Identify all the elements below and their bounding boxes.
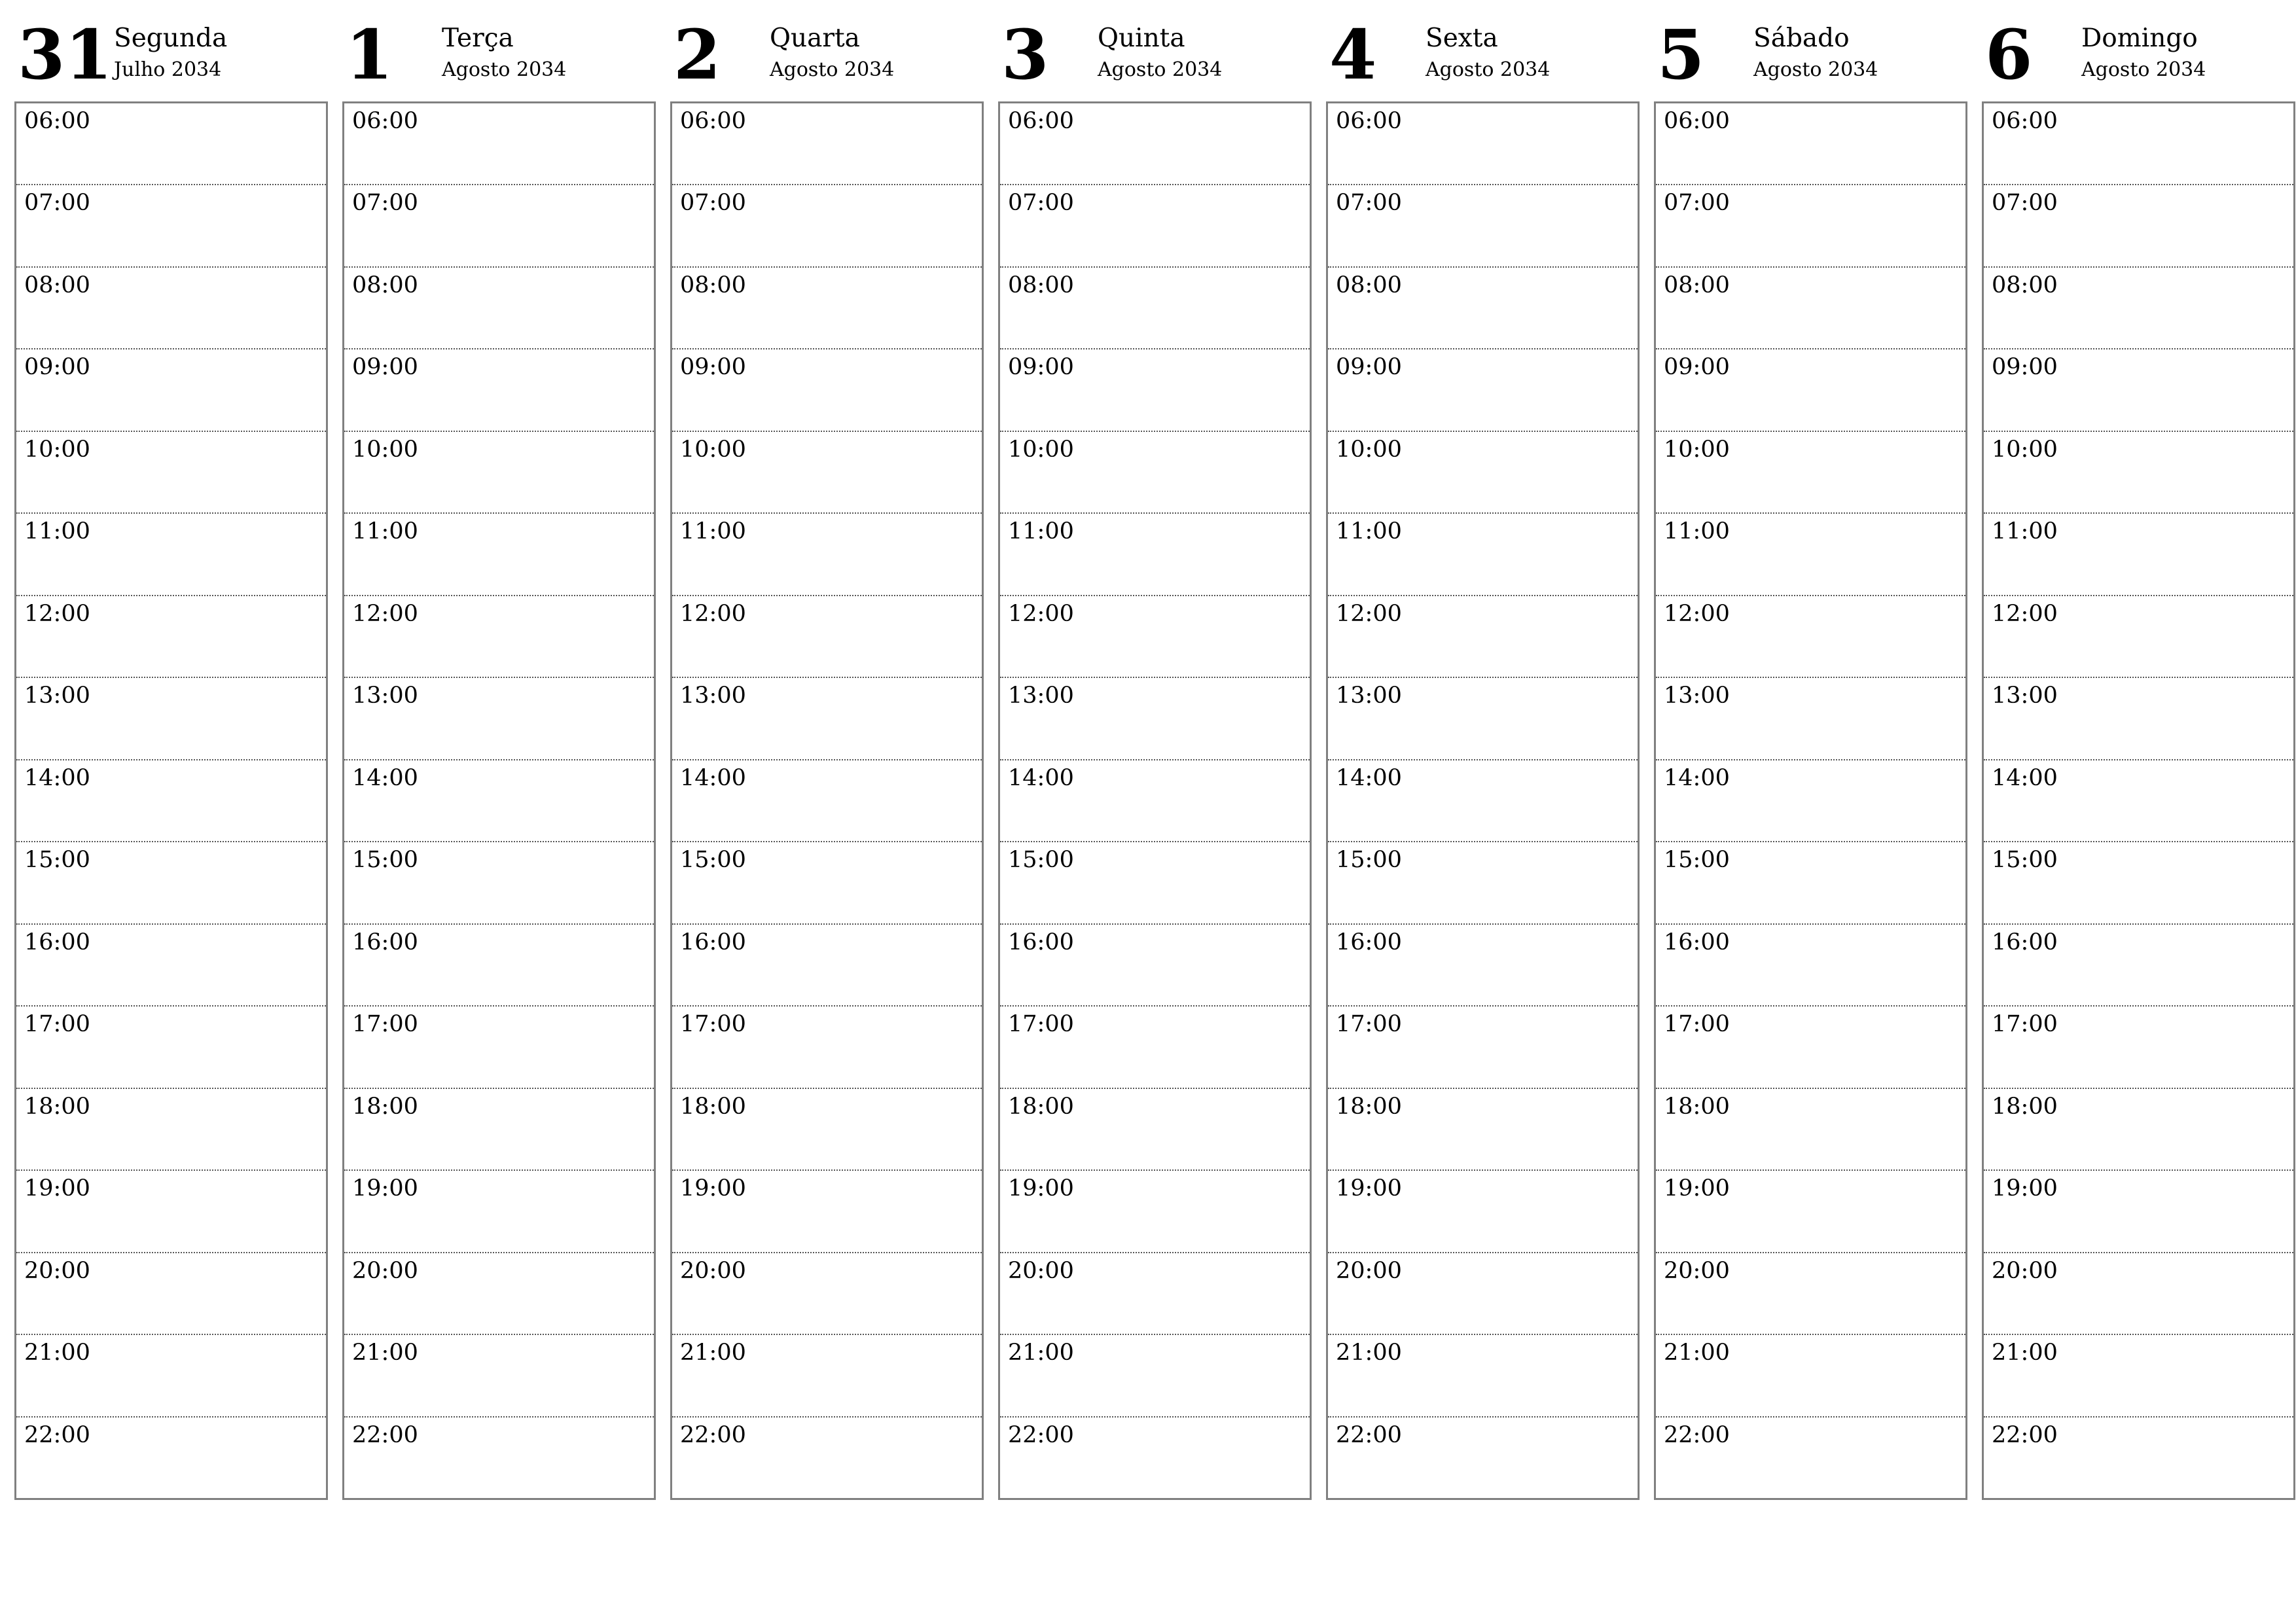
time-slots [1654, 101, 1967, 1500]
time-label: 18:00 [1008, 1093, 1074, 1120]
time-label: 17:00 [1664, 1011, 1730, 1038]
time-label: 07:00 [1008, 190, 1074, 217]
time-label: 10:00 [352, 436, 418, 463]
day-meta [1426, 20, 1550, 82]
time-label: 20:00 [352, 1257, 418, 1284]
time-slot[interactable] [1656, 1335, 1965, 1417]
day-meta [770, 20, 894, 82]
time-label: 15:00 [1008, 847, 1074, 874]
time-label: 21:00 [680, 1340, 746, 1366]
time-label: 16:00 [1008, 929, 1074, 955]
time-label: 20:00 [1336, 1257, 1402, 1284]
time-label: 11:00 [1008, 518, 1074, 545]
time-label: 16:00 [1992, 929, 2058, 955]
time-label: 18:00 [1336, 1093, 1402, 1120]
time-label: 11:00 [1336, 518, 1402, 545]
time-slot[interactable] [1328, 349, 1638, 431]
day-column [670, 14, 984, 1500]
time-label: 09:00 [1008, 354, 1074, 381]
time-slot[interactable] [16, 1335, 326, 1417]
day-month: Agosto 2034 [1426, 58, 1551, 81]
time-slot[interactable] [1984, 842, 2293, 924]
time-slot[interactable] [16, 514, 326, 596]
time-label: 08:00 [1664, 272, 1730, 298]
day-column [1326, 14, 1640, 1500]
time-label: 20:00 [24, 1257, 90, 1284]
time-label: 12:00 [24, 600, 90, 627]
time-label: 14:00 [352, 764, 418, 791]
time-slot[interactable] [1328, 185, 1638, 267]
time-slots [998, 101, 1312, 1500]
time-label: 19:00 [1008, 1175, 1074, 1202]
time-slot[interactable] [1984, 268, 2293, 349]
time-label: 12:00 [680, 600, 746, 627]
time-label: 10:00 [680, 436, 746, 463]
day-meta [442, 20, 566, 82]
day-header [1326, 14, 1640, 101]
time-label: 20:00 [1664, 1257, 1730, 1284]
time-slot[interactable] [16, 678, 326, 760]
time-slot[interactable] [344, 596, 654, 678]
day-number: 2 [673, 14, 721, 95]
day-header [670, 14, 984, 101]
time-label: 18:00 [1992, 1093, 2058, 1120]
day-name: Sábado [1753, 24, 1850, 53]
weekly-planner [14, 14, 2283, 1500]
time-slot[interactable] [1984, 925, 2293, 1007]
time-slot[interactable] [16, 1089, 326, 1171]
time-slot[interactable] [1656, 596, 1965, 678]
time-slot[interactable] [1000, 596, 1310, 678]
time-label: 15:00 [1336, 847, 1402, 874]
time-label: 08:00 [352, 272, 418, 298]
time-slot[interactable] [16, 760, 326, 842]
time-slot[interactable] [344, 925, 654, 1007]
time-label: 22:00 [680, 1421, 746, 1448]
time-label: 16:00 [1336, 929, 1402, 955]
time-slot[interactable] [344, 185, 654, 267]
day-column [1654, 14, 1967, 1500]
day-month: Agosto 2034 [770, 58, 895, 81]
time-slot[interactable] [1000, 925, 1310, 1007]
time-label: 09:00 [24, 354, 90, 381]
time-label: 13:00 [1664, 683, 1730, 709]
time-label: 09:00 [1336, 354, 1402, 381]
day-column [14, 14, 328, 1500]
time-slot[interactable] [1328, 760, 1638, 842]
day-meta [114, 20, 227, 82]
time-slot[interactable] [1000, 760, 1310, 842]
time-label: 17:00 [24, 1011, 90, 1038]
time-label: 13:00 [1336, 683, 1402, 709]
time-label: 13:00 [1008, 683, 1074, 709]
day-number: 5 [1657, 14, 1705, 95]
day-column [342, 14, 656, 1500]
time-label: 07:00 [24, 190, 90, 217]
day-month: Agosto 2034 [2081, 58, 2206, 81]
time-slot[interactable] [16, 1007, 326, 1088]
time-label: 21:00 [24, 1340, 90, 1366]
time-slot[interactable] [1328, 925, 1638, 1007]
time-label: 11:00 [24, 518, 90, 545]
time-slot[interactable] [672, 268, 982, 349]
time-label: 09:00 [1992, 354, 2058, 381]
time-label: 21:00 [1664, 1340, 1730, 1366]
time-slot[interactable] [344, 760, 654, 842]
time-slot[interactable] [16, 925, 326, 1007]
time-label: 17:00 [1992, 1011, 2058, 1038]
day-number: 3 [1001, 14, 1049, 95]
day-month: Agosto 2034 [442, 58, 567, 81]
time-label: 12:00 [1992, 600, 2058, 627]
time-label: 10:00 [1336, 436, 1402, 463]
time-label: 15:00 [1992, 847, 2058, 874]
time-slot[interactable] [672, 1089, 982, 1171]
day-number: 31 [18, 14, 113, 95]
time-label: 19:00 [24, 1175, 90, 1202]
time-slot[interactable] [344, 1335, 654, 1417]
time-label: 19:00 [352, 1175, 418, 1202]
time-slot[interactable] [1328, 268, 1638, 349]
time-label: 18:00 [1664, 1093, 1730, 1120]
time-label: 14:00 [1992, 764, 2058, 791]
time-slot[interactable] [1000, 1253, 1310, 1335]
time-slot[interactable] [344, 1171, 654, 1253]
time-slot[interactable] [16, 1171, 326, 1253]
time-slot[interactable] [1656, 185, 1965, 267]
time-slot[interactable] [1656, 1089, 1965, 1171]
time-label: 12:00 [352, 600, 418, 627]
time-slot[interactable] [1656, 842, 1965, 924]
day-name: Quinta [1098, 24, 1185, 53]
time-label: 09:00 [680, 354, 746, 381]
time-label: 16:00 [680, 929, 746, 955]
time-slot[interactable] [672, 760, 982, 842]
time-label: 15:00 [24, 847, 90, 874]
time-slot[interactable] [344, 432, 654, 514]
time-slots [1326, 101, 1640, 1500]
time-slot[interactable] [1328, 678, 1638, 760]
day-column [1982, 14, 2295, 1500]
time-slot[interactable] [1656, 432, 1965, 514]
time-slot[interactable] [1656, 1007, 1965, 1088]
time-label: 11:00 [1992, 518, 2058, 545]
time-slot[interactable] [672, 842, 982, 924]
time-label: 07:00 [1664, 190, 1730, 217]
time-slots [1982, 101, 2295, 1500]
time-label: 15:00 [352, 847, 418, 874]
time-slot[interactable] [672, 1171, 982, 1253]
time-label: 07:00 [680, 190, 746, 217]
time-slot[interactable] [1984, 432, 2293, 514]
time-label: 07:00 [1992, 190, 2058, 217]
day-meta [1098, 20, 1222, 82]
time-label: 17:00 [680, 1011, 746, 1038]
time-label: 11:00 [352, 518, 418, 545]
time-slot[interactable] [16, 842, 326, 924]
time-label: 14:00 [1336, 764, 1402, 791]
time-label: 22:00 [1664, 1421, 1730, 1448]
time-label: 09:00 [352, 354, 418, 381]
time-label: 22:00 [1008, 1421, 1074, 1448]
time-slot[interactable] [1000, 514, 1310, 596]
day-column [998, 14, 1312, 1500]
time-slot[interactable] [1328, 1171, 1638, 1253]
time-slot[interactable] [1984, 678, 2293, 760]
time-slot[interactable] [344, 1007, 654, 1088]
time-slot[interactable] [16, 268, 326, 349]
day-month: Julho 2034 [114, 58, 222, 81]
time-label: 17:00 [1008, 1011, 1074, 1038]
time-label: 06:00 [1992, 108, 2058, 134]
day-meta [2081, 20, 2206, 82]
time-label: 06:00 [1336, 108, 1402, 134]
day-number: 1 [346, 14, 393, 95]
time-label: 08:00 [1336, 272, 1402, 298]
time-slot[interactable] [16, 1418, 326, 1498]
time-slot[interactable] [1328, 596, 1638, 678]
time-slot[interactable] [1000, 349, 1310, 431]
time-slot[interactable] [1984, 1253, 2293, 1335]
time-label: 16:00 [24, 929, 90, 955]
time-label: 14:00 [24, 764, 90, 791]
time-label: 20:00 [1008, 1257, 1074, 1284]
time-slot[interactable] [672, 1007, 982, 1088]
time-slot[interactable] [1000, 1089, 1310, 1171]
time-slot[interactable] [1328, 842, 1638, 924]
time-label: 06:00 [24, 108, 90, 134]
time-slot[interactable] [1000, 1335, 1310, 1417]
time-slot[interactable] [344, 1418, 654, 1498]
time-slot[interactable] [344, 1089, 654, 1171]
time-slots [670, 101, 984, 1500]
time-label: 16:00 [352, 929, 418, 955]
time-label: 08:00 [24, 272, 90, 298]
time-slot[interactable] [1656, 1253, 1965, 1335]
time-label: 06:00 [1008, 108, 1074, 134]
day-month: Agosto 2034 [1098, 58, 1223, 81]
time-label: 20:00 [680, 1257, 746, 1284]
time-label: 11:00 [680, 518, 746, 545]
time-slot[interactable] [1328, 1089, 1638, 1171]
time-slot[interactable] [1328, 1418, 1638, 1498]
time-slot[interactable] [16, 432, 326, 514]
time-slot[interactable] [1000, 1418, 1310, 1498]
time-slot[interactable] [1000, 1007, 1310, 1088]
time-label: 13:00 [1992, 683, 2058, 709]
time-slot[interactable] [344, 514, 654, 596]
day-header [1654, 14, 1967, 101]
time-slot[interactable] [1328, 1253, 1638, 1335]
time-slot[interactable] [1984, 760, 2293, 842]
time-slot[interactable] [1000, 678, 1310, 760]
time-slot[interactable] [1328, 1335, 1638, 1417]
time-slot[interactable] [1656, 1171, 1965, 1253]
time-slot[interactable] [672, 925, 982, 1007]
time-label: 10:00 [1008, 436, 1074, 463]
time-slot[interactable] [344, 678, 654, 760]
time-label: 21:00 [1336, 1340, 1402, 1366]
time-slot[interactable] [672, 349, 982, 431]
time-label: 12:00 [1336, 600, 1402, 627]
time-slot[interactable] [16, 1253, 326, 1335]
time-label: 18:00 [352, 1093, 418, 1120]
time-label: 09:00 [1664, 354, 1730, 381]
day-header [342, 14, 656, 101]
time-label: 06:00 [680, 108, 746, 134]
time-slot[interactable] [1656, 514, 1965, 596]
time-label: 07:00 [1336, 190, 1402, 217]
time-slot[interactable] [1328, 514, 1638, 596]
time-slot[interactable] [344, 103, 654, 185]
time-slot[interactable] [344, 268, 654, 349]
time-slot[interactable] [16, 185, 326, 267]
time-label: 06:00 [352, 108, 418, 134]
time-slot[interactable] [1984, 103, 2293, 185]
time-label: 18:00 [680, 1093, 746, 1120]
time-label: 19:00 [1664, 1175, 1730, 1202]
time-slots [342, 101, 656, 1500]
time-slot[interactable] [672, 596, 982, 678]
time-slot[interactable] [672, 432, 982, 514]
time-slot[interactable] [1328, 1007, 1638, 1088]
time-slot[interactable] [672, 678, 982, 760]
time-slot[interactable] [1328, 432, 1638, 514]
time-slot[interactable] [1656, 925, 1965, 1007]
day-name: Terça [442, 24, 514, 53]
time-slot[interactable] [1000, 268, 1310, 349]
time-label: 14:00 [680, 764, 746, 791]
time-label: 19:00 [1336, 1175, 1402, 1202]
time-slot[interactable] [1656, 1418, 1965, 1498]
time-label: 08:00 [1992, 272, 2058, 298]
time-label: 20:00 [1992, 1257, 2058, 1284]
time-label: 21:00 [1992, 1340, 2058, 1366]
time-slot[interactable] [1984, 1418, 2293, 1498]
time-slot[interactable] [1984, 596, 2293, 678]
time-slot[interactable] [672, 1335, 982, 1417]
time-label: 07:00 [352, 190, 418, 217]
time-slot[interactable] [16, 349, 326, 431]
time-slot[interactable] [1656, 678, 1965, 760]
time-label: 06:00 [1664, 108, 1730, 134]
time-label: 12:00 [1008, 600, 1074, 627]
time-slot[interactable] [344, 842, 654, 924]
time-slot[interactable] [1984, 1171, 2293, 1253]
time-slot[interactable] [1328, 103, 1638, 185]
time-label: 14:00 [1664, 764, 1730, 791]
day-name: Segunda [114, 24, 228, 53]
time-label: 22:00 [1992, 1421, 2058, 1448]
time-slot[interactable] [1000, 432, 1310, 514]
day-header [998, 14, 1312, 101]
time-slot[interactable] [672, 1253, 982, 1335]
time-label: 21:00 [1008, 1340, 1074, 1366]
time-slot[interactable] [1984, 1007, 2293, 1088]
day-month: Agosto 2034 [1753, 58, 1878, 81]
time-slot[interactable] [344, 1253, 654, 1335]
time-slot[interactable] [672, 514, 982, 596]
time-label: 13:00 [680, 683, 746, 709]
time-slot[interactable] [1984, 185, 2293, 267]
time-slot[interactable] [1000, 842, 1310, 924]
time-slot[interactable] [1656, 103, 1965, 185]
day-name: Quarta [770, 24, 860, 53]
time-label: 18:00 [24, 1093, 90, 1120]
time-label: 19:00 [1992, 1175, 2058, 1202]
time-label: 13:00 [24, 683, 90, 709]
time-slot[interactable] [1984, 514, 2293, 596]
time-label: 17:00 [352, 1011, 418, 1038]
time-label: 10:00 [1992, 436, 2058, 463]
time-slots [14, 101, 328, 1500]
day-number: 6 [1985, 14, 2033, 95]
time-slot[interactable] [1656, 349, 1965, 431]
time-slot[interactable] [1000, 1171, 1310, 1253]
day-meta [1753, 20, 1878, 82]
time-label: 13:00 [352, 683, 418, 709]
day-number: 4 [1329, 14, 1377, 95]
time-label: 14:00 [1008, 764, 1074, 791]
time-slot[interactable] [1000, 103, 1310, 185]
time-slot[interactable] [1656, 760, 1965, 842]
time-slot[interactable] [344, 349, 654, 431]
time-label: 15:00 [1664, 847, 1730, 874]
time-label: 08:00 [1008, 272, 1074, 298]
time-slot[interactable] [1656, 268, 1965, 349]
time-slot[interactable] [1984, 349, 2293, 431]
time-label: 10:00 [1664, 436, 1730, 463]
day-name: Sexta [1426, 24, 1498, 53]
time-label: 19:00 [680, 1175, 746, 1202]
time-slot[interactable] [672, 185, 982, 267]
time-slot[interactable] [16, 103, 326, 185]
time-slot[interactable] [1984, 1089, 2293, 1171]
time-slot[interactable] [1000, 185, 1310, 267]
day-header [14, 14, 328, 101]
time-slot[interactable] [672, 1418, 982, 1498]
time-label: 21:00 [352, 1340, 418, 1366]
day-name: Domingo [2081, 24, 2198, 53]
time-label: 11:00 [1664, 518, 1730, 545]
time-label: 17:00 [1336, 1011, 1402, 1038]
time-slot[interactable] [1984, 1335, 2293, 1417]
time-label: 15:00 [680, 847, 746, 874]
time-slot[interactable] [672, 103, 982, 185]
time-slot[interactable] [16, 596, 326, 678]
time-label: 22:00 [1336, 1421, 1402, 1448]
time-label: 22:00 [352, 1421, 418, 1448]
time-label: 10:00 [24, 436, 90, 463]
time-label: 08:00 [680, 272, 746, 298]
time-label: 16:00 [1664, 929, 1730, 955]
day-header [1982, 14, 2295, 101]
time-label: 22:00 [24, 1421, 90, 1448]
time-label: 12:00 [1664, 600, 1730, 627]
